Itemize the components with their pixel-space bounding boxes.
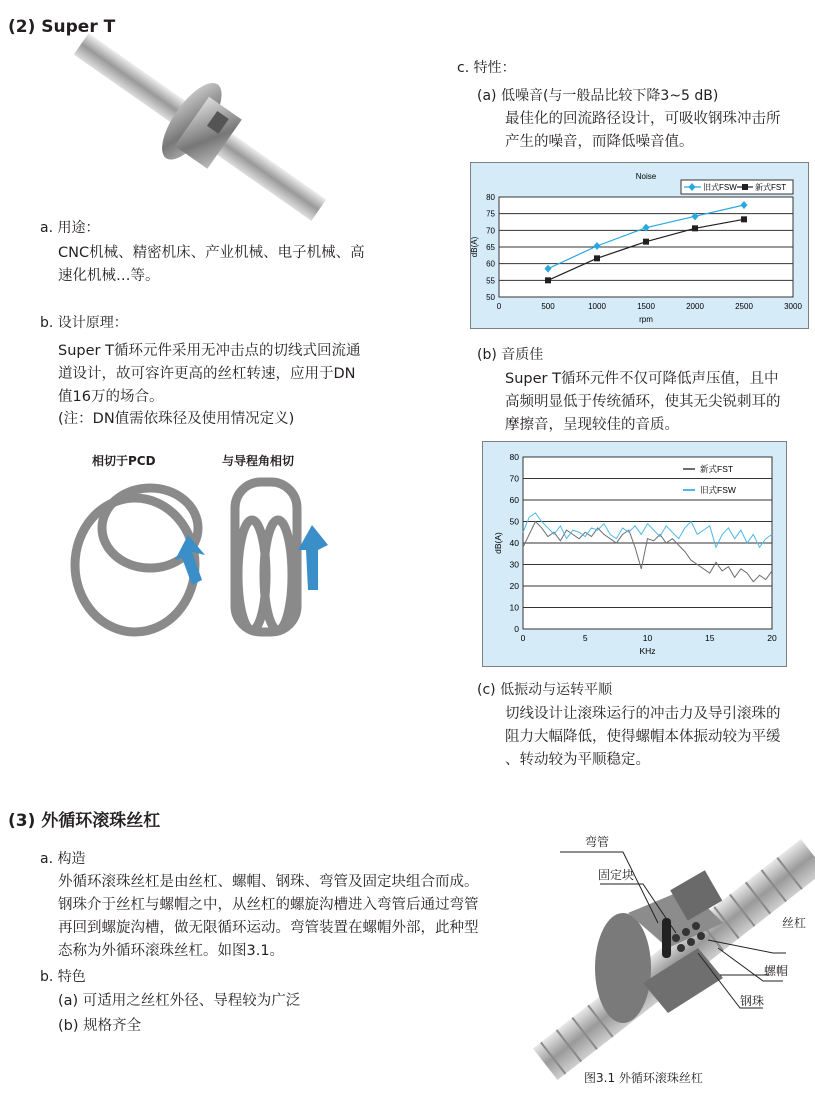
- y-tick-label: 60: [486, 259, 495, 269]
- usage-line: 速化机械…等。: [58, 268, 160, 284]
- usage-text: [58, 242, 365, 288]
- arrow-up-icon: [298, 525, 328, 590]
- sound-spectrum-chart: [482, 441, 787, 667]
- figure-caption: 图3.1 外循环滚珠丝杠: [584, 1071, 703, 1085]
- structure-line: 外循环滚珠丝杠是由丝杠、螺帽、钢珠、弯管及固定块组合而成。: [58, 874, 479, 890]
- low-vibration-line: 阻力大幅降低，使得螺帽本体振动较为平缓: [505, 729, 781, 745]
- low-vibration-line: 切线设计让滚珠运行的冲击力及导引滚珠的: [505, 706, 781, 722]
- y-tick-label: 80: [486, 193, 495, 202]
- data-point: [692, 225, 698, 231]
- usage-line: CNC机械、精密机床、产业机械、电子机械、高: [58, 245, 365, 261]
- y-tick-label: 65: [486, 243, 495, 252]
- label-return-tube: 弯管: [585, 835, 610, 849]
- dn-note: (注：DN值需依珠径及使用情况定义): [58, 411, 295, 427]
- x-axis-label: rpm: [639, 315, 653, 324]
- y-tick-label: 20: [509, 581, 519, 591]
- legend-label: 旧式FSW: [703, 183, 737, 192]
- characteristic-item: (a) 可适用之丝杠外径、导程较为广泛: [58, 993, 301, 1009]
- usage-heading: a. 用途：: [40, 220, 100, 236]
- section-title-external-circulation: (3) 外循环滚珠丝杠: [8, 811, 161, 831]
- y-tick-label: 50: [509, 516, 519, 527]
- low-vibration-line: 、转动较为平顺稳定。: [505, 752, 650, 768]
- low-vibration-heading: (c) 低振动与运转平顺: [477, 682, 613, 698]
- x-tick-label: 2000: [686, 302, 704, 311]
- x-tick-label: 0: [520, 633, 526, 643]
- y-tick-label: 60: [509, 495, 519, 505]
- sound-quality-line: 高频明显低于传统循环，使其无尖锐刺耳的: [505, 394, 781, 410]
- design-line: Super T循环元件采用无冲击点的切线式回流通: [58, 343, 361, 359]
- label-screw-shaft: 丝杠: [782, 916, 807, 930]
- data-point: [594, 255, 600, 261]
- x-tick-label: 0: [496, 302, 502, 311]
- diagram-label-lead-angle: 与导程角相切: [222, 454, 295, 468]
- low-noise-heading: (a) 低噪音(与一般品比较下降3~5 dB): [477, 88, 719, 104]
- y-axis-label: dB(A): [493, 532, 503, 554]
- legend-label: 新式FST: [755, 183, 787, 192]
- x-axis-label: KHz: [639, 646, 656, 656]
- structure-line: 态称为外循环滚珠丝杠。如图3.1。: [58, 943, 285, 959]
- section-title-super-t: (2) Super T: [8, 17, 116, 37]
- x-tick-label: 10: [642, 633, 653, 643]
- data-point: [545, 277, 551, 283]
- x-tick-label: 1500: [637, 302, 655, 311]
- legend-label: 旧式FSW: [700, 485, 736, 495]
- y-tick-label: 10: [509, 602, 519, 613]
- x-tick-label: 5: [582, 633, 588, 643]
- low-noise-line: 最佳化的回流路径设计，可吸收钢珠冲击所: [505, 111, 781, 127]
- features-heading: c. 特性：: [457, 60, 516, 76]
- y-tick-label: 80: [509, 452, 519, 462]
- y-axis-label: dB(A): [470, 236, 479, 258]
- external-circulation-ballscrew-figure: [548, 828, 808, 1053]
- y-tick-label: 55: [486, 276, 495, 286]
- sound-quality-line: 摩擦音，呈现较佳的音质。: [505, 417, 679, 433]
- y-tick-label: 40: [509, 538, 519, 548]
- sound-quality-heading: (b) 音质佳: [477, 347, 544, 363]
- circulation-diagrams: [60, 470, 350, 645]
- y-tick-label: 0: [514, 624, 519, 634]
- x-tick-label: 15: [705, 633, 715, 643]
- x-tick-label: 2500: [735, 302, 753, 311]
- label-fixing-block: 固定块: [598, 868, 635, 882]
- x-tick-label: 1000: [588, 302, 606, 311]
- x-tick-label: 500: [541, 302, 555, 311]
- legend-label: 新式FST: [700, 464, 734, 474]
- structure-heading: a. 构造: [40, 851, 86, 867]
- x-tick-label: 3000: [784, 302, 802, 311]
- design-line: 值16万的场合。: [58, 389, 164, 405]
- super-t-ballscrew-image: [65, 52, 335, 202]
- label-steel-ball: 钢珠: [740, 994, 765, 1008]
- chart-title: Noise: [635, 172, 657, 181]
- structure-line: 再回到螺旋沟槽，做无限循环运动。弯管装置在螺帽外部，此种型: [58, 920, 479, 936]
- y-tick-label: 75: [486, 209, 495, 219]
- y-tick-label: 70: [486, 226, 495, 236]
- y-tick-label: 50: [486, 293, 495, 302]
- design-heading: b. 设计原理：: [40, 315, 128, 331]
- design-text: [58, 340, 360, 409]
- characteristics-heading: b. 特色: [40, 969, 86, 985]
- legend-marker: [742, 184, 748, 190]
- y-tick-label: 30: [509, 559, 519, 570]
- low-noise-line: 产生的噪音，而降低噪音值。: [505, 134, 694, 150]
- diagram-label-pcd: 相切于PCD: [92, 454, 156, 468]
- sound-quality-line: Super T循环元件不仅可降低声压值，且中: [505, 371, 779, 387]
- y-tick-label: 70: [509, 473, 519, 484]
- x-tick-label: 20: [767, 633, 777, 643]
- characteristic-item: (b) 规格齐全: [58, 1018, 142, 1034]
- data-point: [643, 239, 649, 245]
- noise-chart: [470, 162, 809, 329]
- structure-line: 钢珠介于丝杠与螺帽之中，从丝杠的螺旋沟槽进入弯管后通过弯管: [58, 897, 479, 913]
- data-point: [741, 216, 747, 222]
- design-line: 道设计，故可容许更高的丝杠转速，应用于DN: [58, 366, 356, 382]
- label-nut: 螺帽: [764, 964, 789, 978]
